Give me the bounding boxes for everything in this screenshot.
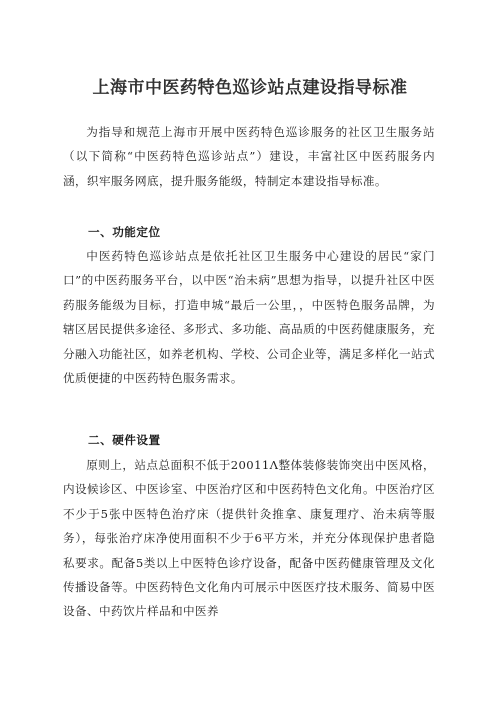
section-heading-hardware: 二、硬件设置 [88,433,161,447]
intro-paragraph: 为指导和规范上海市开展中医药特色巡诊服务的社区卫生服务站（以下简称“中医药特色巡诊站点”）建设，丰富社区中医药服务内涵，织牢服务网底，提升服务能级，特制定本建设指导标准。 [63,125,435,188]
section-body-hardware: 原则上，站点总面积不低于20011Λ整体装修装饰突出中医风格，内设候诊区、中医诊室、中医治疗区和中医药特色文化角。中医治疗区不少于5张中医特色治疗床（提供针灸推拿、康复理疗、治未病等服务），每张治疗床净使用面积不少于6平方米，并充分体现保护患者隐私要求。配备5类以上中医特色诊疗设备，配备中医药健康管理及文化传播设备等。中医药特色文化角内可展示中医医疗技术服务、简易中医设备、中药饮片样品和中医养 [63,458,435,619]
section-body-function: 中医药特色巡诊站点是依托社区卫生服务中心建设的居民“家门口”的中医药服务平台，以中医“治未病”思想为指导，以提升社区中医药服务能级为目标，打造申城“最后一公里，，中医特色服务品牌，为辖区居民提供多途径、多形式、多功能、高品质的中医药健康服务，充分融入功能社区，如养老机构、学校、公司企业等，满足多样化一站式优质便捷的中医药特色服务需求。 [63,249,435,386]
document-title: 上海市中医药特色巡诊站点建设指导标准 [92,78,408,99]
section-heading-function: 一、功能定位 [88,225,161,239]
